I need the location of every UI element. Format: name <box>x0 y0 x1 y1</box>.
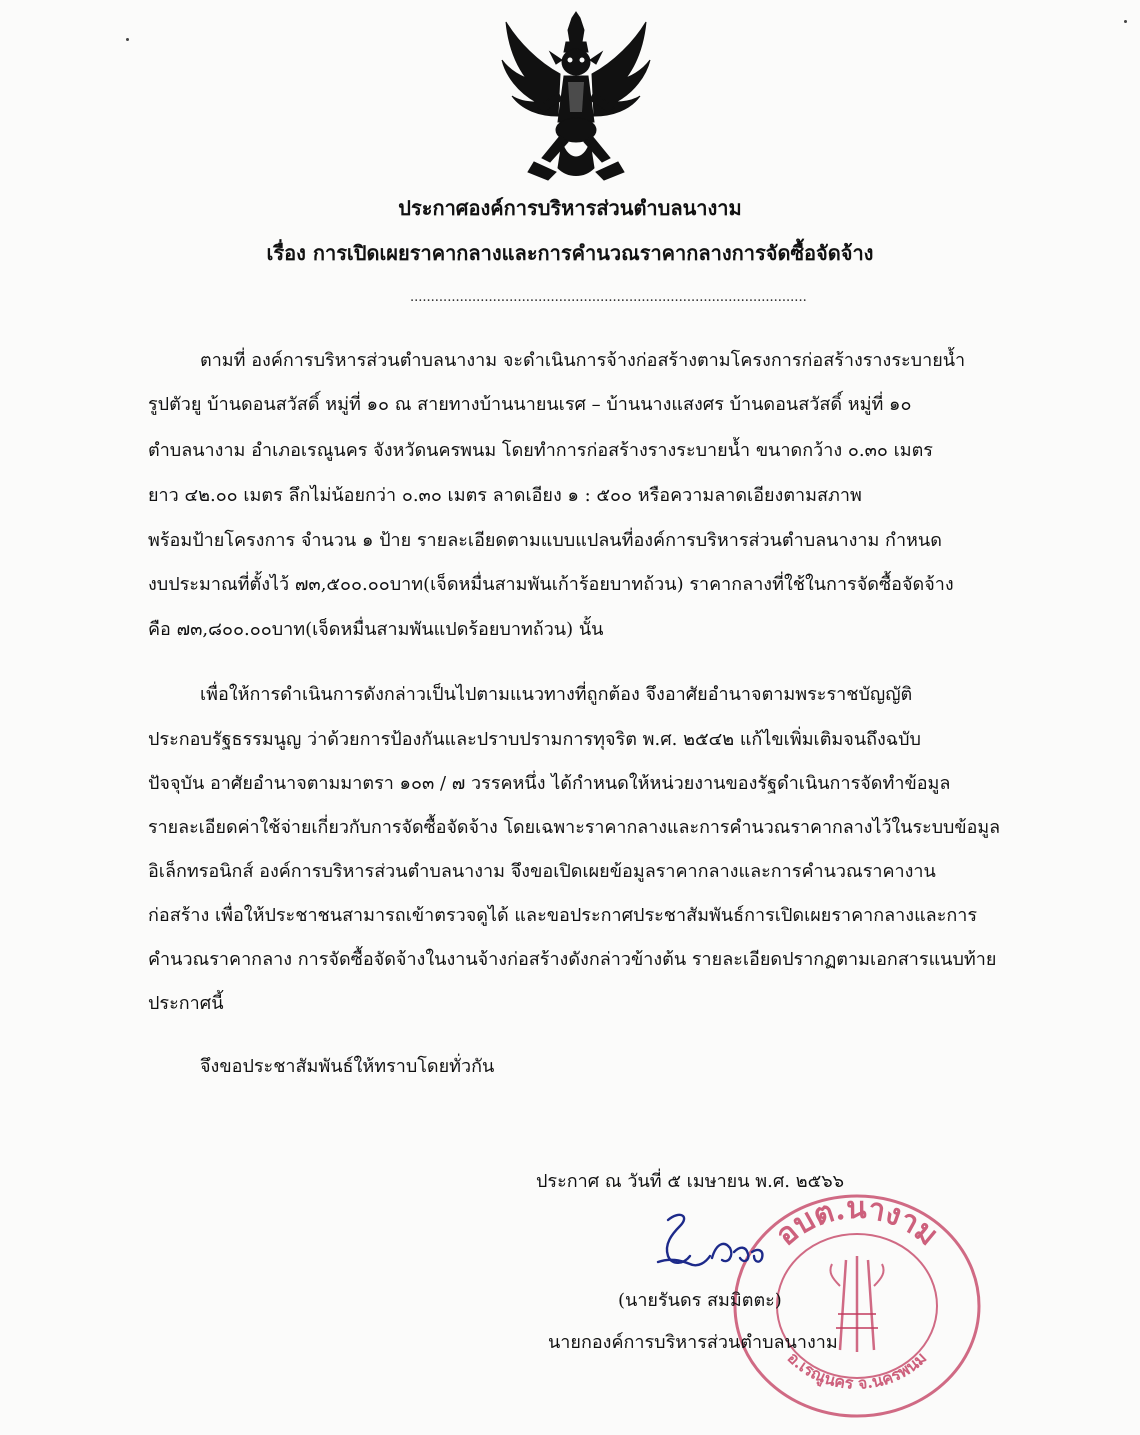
paragraph-2-line: คำนวณราคากลาง การจัดซื้อจัดจ้างในงานจ้างก่อสร้างดังกล่าวข้างต้น รายละเอียดปรากฏตามเอกสารแนบท้าย <box>148 949 997 970</box>
stamp-bottom-text: อ.เรณูนคร จ.นครพนม <box>783 1348 931 1393</box>
paragraph-2-line: รายละเอียดค่าใช้จ่ายเกี่ยวกับการจัดซื้อจัดจ้าง โดยเฉพาะราคากลางและการคำนวณราคากลางไว้ในระบบข้อมูล <box>148 817 1001 838</box>
stamp-top-text: อบต.นางาม <box>769 1190 945 1253</box>
paragraph-1-line: พร้อมป้ายโครงการ จำนวน ๑ ป้าย รายละเอียดตามแบบแปลนที่องค์การบริหารส่วนตำบลนางาม กำหนด <box>148 530 942 551</box>
announcement-date: ประกาศ ณ วันที่ ๕ เมษายน พ.ศ. ๒๕๖๖ <box>536 1171 845 1192</box>
paragraph-2-line: ประกาศนี้ <box>148 993 224 1014</box>
paragraph-1-line: รูปตัวยู บ้านดอนสวัสดิ์ หมู่ที่ ๑๐ ณ สายทางบ้านนายนเรศ – บ้านนางแสงศร บ้านดอนสวัสดิ์ หมู่ที่ ๑๐ <box>148 394 912 415</box>
signer-name: (นายรันดร สมมิตตะ) <box>618 1290 782 1311</box>
paragraph-2-line: อิเล็กทรอนิกส์ องค์การบริหารส่วนตำบลนางาม จึงขอเปิดเผยข้อมูลราคากลางและการคำนวณราคางาน <box>148 861 936 882</box>
handwritten-signature <box>650 1208 780 1280</box>
paragraph-1-line: ตามที่ องค์การบริหารส่วนตำบลนางาม จะดำเนินการจ้างก่อสร้างตามโครงการก่อสร้างรางระบายน้ำ <box>200 350 966 371</box>
closing-statement: จึงขอประชาสัมพันธ์ให้ทราบโดยทั่วกัน <box>200 1056 495 1077</box>
scan-speck <box>1124 20 1127 23</box>
paragraph-1-line: ตำบลนางาม อำเภอเรณูนคร จังหวัดนครพนม โดยทำการก่อสร้างรางระบายน้ำ ขนาดกว้าง ๐.๓๐ เมตร <box>148 440 933 461</box>
paragraph-2-line: เพื่อให้การดำเนินการดังกล่าวเป็นไปตามแนวทางที่ถูกต้อง จึงอาศัยอำนาจตามพระราชบัญญัติ <box>200 684 913 705</box>
signer-title: นายกองค์การบริหารส่วนตำบลนางาม <box>548 1332 838 1353</box>
notice-title: ประกาศองค์การบริหารส่วนตำบลนางาม <box>398 196 742 220</box>
garuda-emblem-icon <box>498 12 654 184</box>
separator-line: ................................................................................................ <box>410 290 807 305</box>
scan-speck <box>126 38 129 41</box>
notice-subject: เรื่อง การเปิดเผยราคากลางและการคำนวณราคากลางการจัดซื้อจัดจ้าง <box>266 241 874 265</box>
paragraph-2-line: ประกอบรัฐธรรมนูญ ว่าด้วยการป้องกันและปราบปรามการทุจริต พ.ศ. ๒๕๔๒ แก้ไขเพิ่มเติมจนถึงฉบับ <box>148 729 921 750</box>
paragraph-2-line: ปัจจุบัน อาศัยอำนาจตามมาตรา ๑๐๓ / ๗ วรรคหนึ่ง ได้กำหนดให้หน่วยงานของรัฐดำเนินการจัดทำข้อมูล <box>148 773 951 794</box>
paragraph-2-line: ก่อสร้าง เพื่อให้ประชาชนสามารถเข้าตรวจดูได้ และขอประกาศประชาสัมพันธ์การเปิดเผยราคากลางและการ <box>148 905 978 926</box>
paragraph-1-line: คือ ๗๓,๘๐๐.๐๐บาท(เจ็ดหมื่นสามพันแปดร้อยบาทถ้วน) นั้น <box>148 619 604 640</box>
paragraph-1-line: ยาว ๔๒.๐๐ เมตร ลึกไม่น้อยกว่า ๐.๓๐ เมตร ลาดเอียง ๑ : ๕๐๐ หรือความลาดเอียงตามสภาพ <box>148 485 862 506</box>
paragraph-1-line: งบประมาณที่ตั้งไว้ ๗๓,๕๐๐.๐๐บาท(เจ็ดหมื่นสามพันเก้าร้อยบาทถ้วน) ราคากลางที่ใช้ในการจัดซื้อจัดจ้าง <box>148 574 954 595</box>
